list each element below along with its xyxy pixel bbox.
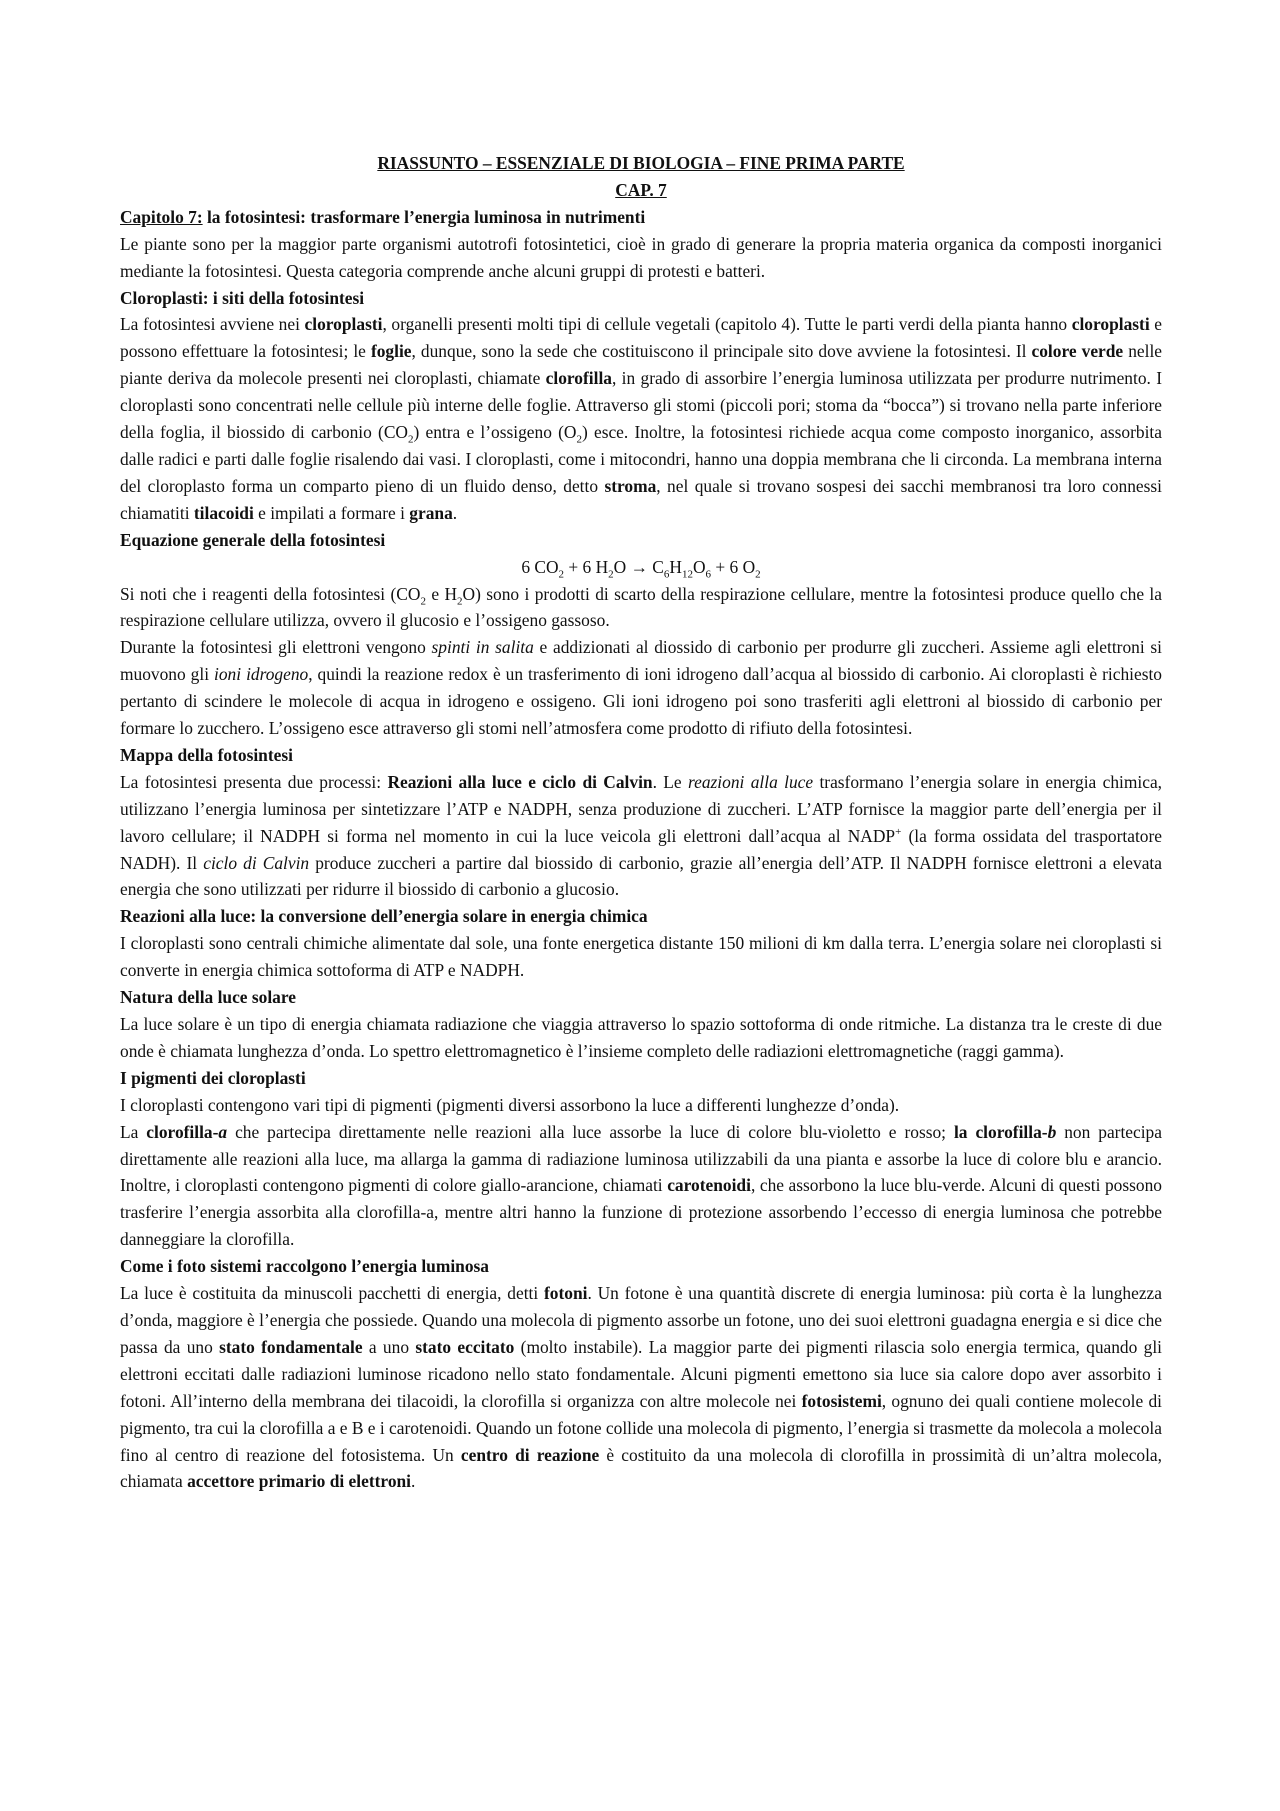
section-heading-pigmenti: I pigmenti dei cloroplasti — [120, 1067, 306, 1088]
intro-paragraph: Le piante sono per la maggior parte organismi autotrofi fotosintetici, cioè in grado di generare la propria materia organica da composti inorganici mediante la fotosintesi. Questa categoria comprende anche alcuni gruppi di protesti e batteri. — [120, 233, 1162, 281]
chapter-label: CAP. 7 — [615, 179, 667, 200]
document-title: RIASSUNTO – ESSENZIALE DI BIOLOGIA – FINE PRIMA PARTE — [377, 153, 905, 173]
photosynthesis-equation: 6 $CO_2 + 6$ $H_2O \to C_6H_{12}O_6 + 6$ $O_2$ — [521, 556, 761, 581]
paragraph-pigmenti: La clorofilla-a che partecipa direttamente nelle reazioni alla luce assorbe la luce di colore blu-violetto e rosso; la clorofilla-b non partecipa direttamente alle reazioni alla luce, ma allarga la gamma di radiazione luminosa utilizzabili da una pianta e assorbe la luce di colore blu e arancio. Inoltre, i cloroplasti contengono pigmenti di colore giallo-arancione, chiamati carotenoidi, che assorbono la luce blu-verde. Alcuni di questi possono trasferire l’energia assorbita alla clorofilla-a, mentre altri hanno la funzione di protezione assorbendo l’eccesso di energia luminosa che potrebbe danneggiare la clorofilla. — [120, 1121, 1162, 1250]
paragraph-fotosistemi: La luce è costituita da minuscoli pacchetti di energia, detti fotoni. Un fotone è una quantità discrete di energia luminosa: più corta è la lunghezza d’onda, maggiore è l’energia che possiede. Quando una molecola di pigmento assorbe un fotone, uno dei suoi elettroni guadagna energia e si dice che passa da uno stato fondamentale a uno stato eccitato (molto instabile). La maggior parte dei pigmenti rilascia solo energia termica, quando gli elettroni eccitati dalle radiazioni luminose ricadono nello stato fondamentale. Alcuni pigmenti emettono sia luce sia calore dopo aver assorbito i fotoni. All’interno della membrana dei tilacoidi, la clorofilla si organizza con altre molecole nei fotosistemi, ognuno dei quali contiene molecole di pigmento, tra cui la clorofilla a e B e i carotenoidi. Quando un fotone collide una molecola di pigmento, l’energia si trasmette da molecola a molecola fino al centro di reazione del fotosistema. Un centro di reazione è costituito da una molecola di clorofilla in prossimità di un’altra molecola, chiamata accettore primario di elettroni. — [120, 1283, 1163, 1492]
chapter-heading — [120, 204, 1162, 231]
section-heading-fotosistemi: Come i foto sistemi raccolgono l’energia luminosa — [120, 1256, 490, 1277]
section-heading-mappa: Mappa della fotosintesi — [120, 744, 293, 765]
paragraph-luce-solare: La luce solare è un tipo di energia chiamata radiazione che viaggia attraverso lo spazio sottoforma di onde ritmiche. La distanza tra le creste di due onde è chiamata lunghezza d’onda. Lo spettro elettromagnetico è l’insieme completo delle radiazioni elettromagnetiche (raggi gamma). — [120, 1014, 1162, 1061]
section-heading-luce-solare: Natura della luce solare — [120, 987, 296, 1008]
paragraph-mappa: La fotosintesi presenta due processi: Reazioni alla luce e ciclo di Calvin. Le reazioni alla luce trasformano l’energia solare in energia chimica, utilizzano l’energia luminosa per sintetizzare l’ATP e NADPH, senza produzione di zuccheri. L’ATP fornisce la maggior parte dell’energia per il lavoro cellulare; il NADPH si forma nel momento in cui la luce veicola gli elettroni dall’acqua al NADP+ (la forma ossidata del trasportatore NADH). Il ciclo di Calvin produce zuccheri a partire dal biossido di carbonio, grazie all’energia dell’ATP. Il NADPH fornisce elettroni a elevata energia che sono utilizzati per ridurre il biossido di carbonio a glucosio. — [120, 771, 1163, 900]
paragraph-elettroni: Durante la fotosintesi gli elettroni vengono spinti in salita e addizionati al diossido di carbonio per produrre gli zuccheri. Assieme agli elettroni si muovono gli ioni idrogeno, quindi la reazione redox è un trasferimento di ioni idrogeno dall’acqua al biossido di carbonio. Ai cloroplasti è richiesto pertanto di scindere le molecole di acqua in idrogeno e ossigeno. Gli ioni idrogeno poi sono trasferiti agli elettroni al biossido di carbonio per formare lo zucchero. L’ossigeno esce attraverso gli stomi nell’atmosfera come prodotto di rifiuto della fotosintesi. — [120, 637, 1162, 739]
paragraph-pigmenti-intro: I cloroplasti contengono vari tipi di pigmenti (pigmenti diversi assorbono la luce a differenti lunghezze d’onda). — [120, 1094, 900, 1115]
section-heading-equazione: Equazione generale della fotosintesi — [120, 529, 386, 550]
chapter-heading-rest: la fotosintesi: trasformare l’energia luminosa in nutrimenti — [202, 206, 646, 227]
paragraph-cloroplasti: La fotosintesi avviene nei cloroplasti, organelli presenti molti tipi di cellule vegetali (capitolo 4). Tutte le parti verdi della pianta hanno cloroplasti e possono effettuare la fotosintesi; le foglie, dunque, sono la sede che costituiscono il principale sito dove avviene la fotosintesi. Il colore verde nelle piante deriva da molecole presenti nei cloroplasti, chiamate clorofilla, in grado di assorbire l’energia luminosa utilizzata per produrre nutrimento. I cloroplasti sono concentrati nelle cellule più interne delle foglie. Attraverso gli stomi (piccoli pori; stoma da “bocca”) si trovano nella parte inferiore della foglia, il biossido di carbonio $(CO_2)$ entra e l’ossigeno $(O_2)$ esce. Inoltre, la fotosintesi richiede acqua come composto inorganico, assorbita dalle radici e parti dalle foglie risalendo dai vasi. I cloroplasti, come i mitocondri, hanno una doppia membrana che li circonda. La membrana interna del cloroplasto forma un comparto pieno di un fluido denso, detto stroma, nel quale si trovano sospesi dei sacchi membranosi tra loro connessi chiamatiti tilacoidi e impilati a formare i grana. — [120, 314, 1162, 523]
section-heading-cloroplasti: Cloroplasti: i siti della fotosintesi — [120, 287, 365, 308]
chapter-heading-label: Capitolo 7: — [120, 206, 203, 227]
paragraph-reagenti: Si noti che i reagenti della fotosintesi ($CO_2$ e $H_2O$) sono i prodotti di scarto della respirazione cellulare, mentre la fotosintesi produce quello che la respirazione cellulare utilizza, ovvero il glucosio e l’ossigeno gassoso. — [120, 583, 1162, 631]
paragraph-reazioni-luce: I cloroplasti sono centrali chimiche alimentate dal sole, una fonte energetica distante 150 milioni di km dalla terra. L’energia solare nei cloroplasti si converte in energia chimica sottoforma di ATP e NADPH. — [120, 933, 1162, 981]
section-heading-reazioni-luce: Reazioni alla luce: la conversione dell’energia solare in energia chimica — [120, 906, 648, 927]
